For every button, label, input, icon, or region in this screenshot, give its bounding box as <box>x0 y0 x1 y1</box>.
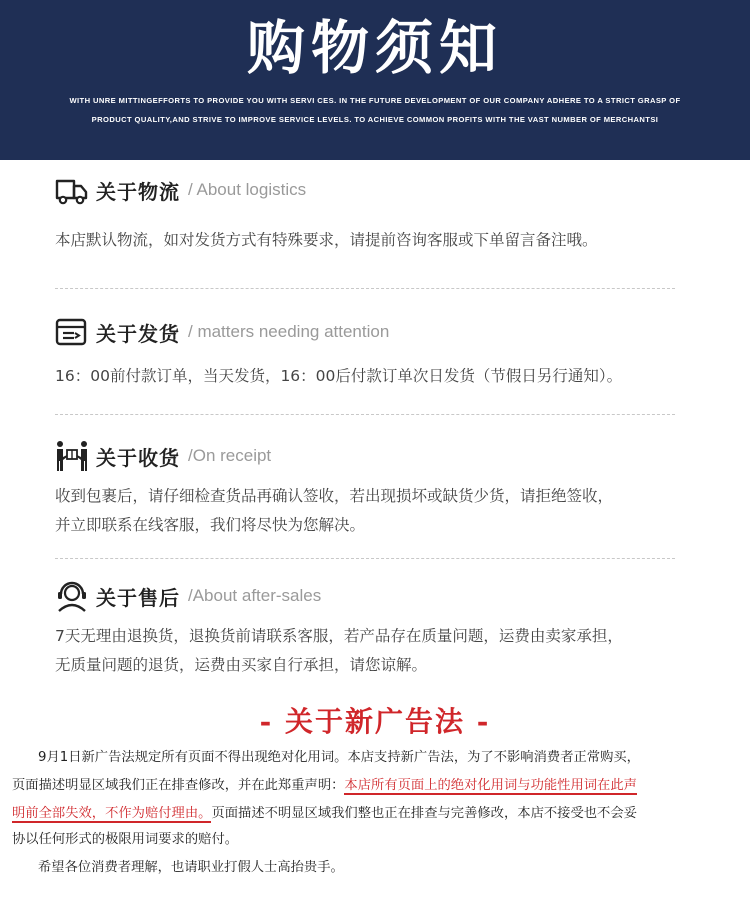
box-icon <box>54 314 90 350</box>
divider <box>55 414 675 415</box>
section-text-line: 16：00前付款订单，当天发货，16：00后付款订单次日发货（节假日另行通知）。 <box>55 367 623 385</box>
section-text-line: 收到包裹后，请仔细检查货品再确认签收，若出现损坏或缺货少货，请拒绝签收， <box>55 487 614 505</box>
ad-law-highlight: 本店所有页面上的绝对化用词与功能性用词在此声 <box>344 778 637 793</box>
section-subtitle: / matters needing attention <box>188 322 390 341</box>
section-receipt-heading <box>54 438 271 474</box>
ad-law-text: 页面描述不明显区域我们整也正在排查与完善修改，本店不接受也不会妥 <box>211 806 637 821</box>
section-title: 关于售后 <box>96 585 180 610</box>
section-subtitle: /About after-sales <box>188 586 322 605</box>
section-title: 关于发货 <box>96 321 180 346</box>
header-subtitle-line1: WITH UNRE MITTINGEFFORTS TO PROVIDE YOU WITH SERVI CES. IN THE FUTURE DEVELOPMENT OF OUR COMPANY ADHERE TO A STRICT GRASP OF <box>69 96 681 105</box>
section-title: 关于收货 <box>96 445 180 470</box>
divider <box>55 288 675 289</box>
ad-law-line-3 <box>12 800 742 827</box>
section-text-line: 并立即联系在线客服，我们将尽快为您解决。 <box>55 516 366 534</box>
section-subtitle: /On receipt <box>188 446 272 465</box>
section-text-line: 无质量问题的退货，运费由买家自行承担，请您谅解。 <box>55 656 428 674</box>
truck-icon <box>54 172 90 208</box>
ad-law-text: 页面描述明显区域我们正在排查修改，并在此郑重声明： <box>12 778 345 793</box>
header-subtitle-line2: PRODUCT QUALITY,AND STRIVE TO IMPROVE SERVICE LEVELS. TO ACHIEVE COMMON PROFITS WITH THE VAST NUMBER OF MERCHANTSI <box>91 115 659 124</box>
section-receipt-body <box>55 482 695 540</box>
package-handover-icon <box>54 438 90 474</box>
section-aftersales-heading <box>54 578 321 614</box>
section-shipping-body <box>55 362 695 391</box>
ad-law-line-1: 9月1日新广告法规定所有页面不得出现绝对化用词。本店支持新广告法，为了不影响消费者正常购买， <box>38 750 640 765</box>
section-subtitle: / About logistics <box>188 180 307 199</box>
ad-law-line-2 <box>12 772 742 799</box>
section-title: 关于物流 <box>96 179 180 204</box>
section-text-line: 本店默认物流，如对发货方式有特殊要求，请提前咨询客服或下单留言备注哦。 <box>55 231 598 249</box>
section-text-line: 7天无理由退换货，退换货前请联系客服，若产品存在质量问题，运费由卖家承担， <box>55 627 623 645</box>
header-banner <box>0 0 750 160</box>
section-shipping-heading <box>54 314 389 350</box>
ad-law-title: - 关于新广告法 - <box>259 705 491 738</box>
section-aftersales-body <box>55 622 695 680</box>
headset-agent-icon <box>54 578 90 614</box>
section-logistics-body <box>55 226 695 255</box>
ad-law-line-4: 协以任何形式的极限用词要求的赔付。 <box>12 832 239 847</box>
divider <box>55 558 675 559</box>
page-title: 购物须知 <box>246 14 503 82</box>
ad-law-line-5: 希望各位消费者理解，也请职业打假人士高抬贵手。 <box>38 860 344 875</box>
section-logistics-heading <box>54 172 306 208</box>
ad-law-highlight: 明前全部失效，不作为赔付理由。 <box>12 806 212 821</box>
